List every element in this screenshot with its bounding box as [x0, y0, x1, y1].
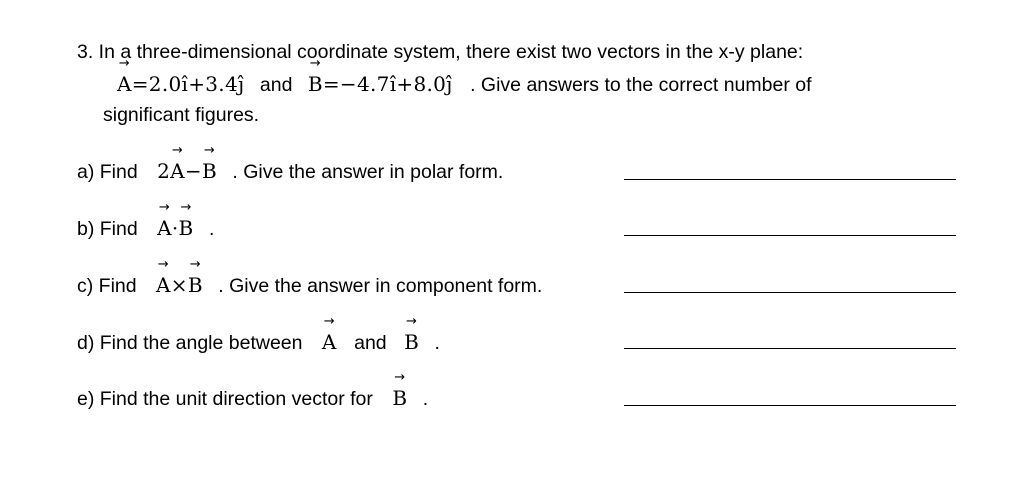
- vector-a-components: =2.0î+3.4ĵ: [131, 72, 245, 96]
- sig-figs-text: significant figures.: [103, 104, 260, 126]
- problem-statement-line-3: [103, 104, 259, 127]
- vector-b-symbol: [404, 330, 419, 354]
- part-d-and: and: [354, 332, 387, 354]
- vector-b-symbol: → B: [179, 216, 194, 240]
- part-b: [77, 216, 214, 241]
- vector-a-definition: [117, 72, 244, 96]
- vector-a-symbol: [322, 330, 337, 354]
- answer-blank-c[interactable]: [624, 292, 956, 293]
- part-e-label: e) Find the unit direction vector for: [77, 388, 373, 410]
- part-d-period: .: [434, 332, 440, 354]
- vector-a-symbol: → A: [156, 273, 171, 297]
- problem-statement-line-2: [117, 72, 812, 97]
- vector-a-symbol: → A: [157, 216, 172, 240]
- problem-statement-line-1: [77, 41, 803, 64]
- vector-b-definition: [308, 72, 453, 96]
- vector-b-letter: → B: [404, 330, 419, 354]
- vector-a-symbol: → A: [170, 159, 185, 183]
- vector-b-symbol: → B: [308, 72, 323, 96]
- instruction-text: . Give answers to the correct number of: [470, 74, 812, 96]
- part-b-period: .: [208, 218, 215, 240]
- and-text: and: [259, 74, 293, 96]
- answer-blank-e[interactable]: [624, 405, 956, 406]
- problem-text: 3. In a three-dimensional coordinate system, there exist two vectors in the x-y plane:: [77, 41, 804, 63]
- vector-b-components: =−4.7î+8.0ĵ: [322, 72, 453, 96]
- answer-blank-a[interactable]: [624, 179, 956, 180]
- vector-b-letter: → B: [392, 386, 407, 410]
- part-a-label: a) Find: [77, 161, 138, 183]
- vector-a-letter: → A: [322, 330, 337, 354]
- part-c-instruction: . Give the answer in component form.: [218, 275, 543, 297]
- part-e: [77, 386, 428, 411]
- cross-operator: ×: [170, 273, 188, 297]
- part-c-label: c) Find: [77, 275, 137, 297]
- part-e-period: .: [422, 388, 429, 410]
- part-a-coefficient: 2: [157, 159, 171, 183]
- vector-b-symbol: → B: [202, 159, 217, 183]
- part-b-expression: [157, 216, 193, 240]
- vector-b-symbol: → B: [188, 273, 203, 297]
- part-a-expression: [157, 159, 217, 183]
- minus-sign: −: [184, 159, 202, 183]
- part-a-instruction: . Give the answer in polar form.: [232, 161, 504, 183]
- part-d-label: d) Find the angle between: [77, 332, 303, 354]
- part-a: [77, 159, 503, 184]
- part-c: [77, 273, 542, 298]
- part-d: [77, 330, 440, 355]
- part-b-label: b) Find: [77, 218, 138, 240]
- answer-blank-d[interactable]: [624, 348, 956, 349]
- vector-a-symbol: → A: [117, 72, 132, 96]
- dot-operator: ·: [171, 216, 179, 240]
- part-c-expression: [156, 273, 203, 297]
- answer-blank-b[interactable]: [624, 235, 956, 236]
- vector-b-symbol: [392, 386, 407, 410]
